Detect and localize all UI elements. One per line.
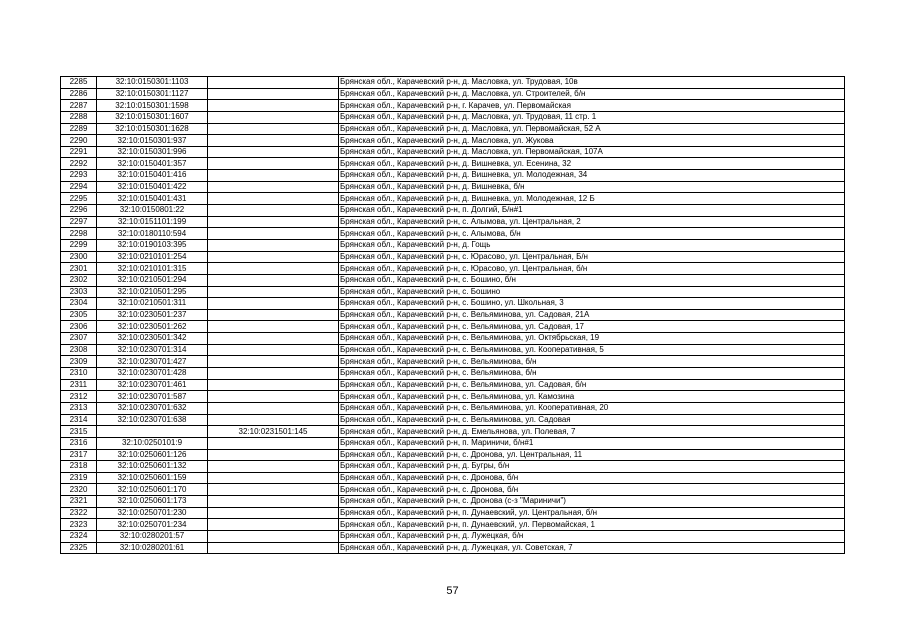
table-row xyxy=(61,251,845,263)
row-number-cell: 2286 xyxy=(61,88,97,100)
cadastral-number-cell: 32:10:0230701:638 xyxy=(97,414,208,426)
table-row xyxy=(61,507,845,519)
cadastral-number-alt-cell xyxy=(208,309,339,321)
address-cell: Брянская обл., Карачевский р-н, д. Вишневка, ул. Молодежная, 34 xyxy=(339,170,845,182)
table-row xyxy=(61,286,845,298)
table-row xyxy=(61,414,845,426)
table-row xyxy=(61,333,845,345)
row-number-cell: 2323 xyxy=(61,519,97,531)
table-row xyxy=(61,356,845,368)
row-number-cell: 2295 xyxy=(61,193,97,205)
cadastral-number-alt-cell xyxy=(208,356,339,368)
cadastral-number-alt-cell xyxy=(208,402,339,414)
cadastral-number-cell xyxy=(97,426,208,438)
row-number-cell: 2309 xyxy=(61,356,97,368)
address-cell: Брянская обл., Карачевский р-н, с. Вельяминова, ул. Кооперативная, 5 xyxy=(339,344,845,356)
address-cell: Брянская обл., Карачевский р-н, д. Бугры, б/н xyxy=(339,461,845,473)
address-cell: Брянская обл., Карачевский р-н, п. Дунаевский, ул. Центральная, б/н xyxy=(339,507,845,519)
cadastral-number-cell: 32:10:0150301:996 xyxy=(97,146,208,158)
cadastral-number-cell: 32:10:0250601:159 xyxy=(97,472,208,484)
cadastral-number-alt-cell xyxy=(208,368,339,380)
cadastral-number-cell: 32:10:0150301:1598 xyxy=(97,100,208,112)
address-cell: Брянская обл., Карачевский р-н, п. Дунаевский, ул. Первомайская, 1 xyxy=(339,519,845,531)
address-cell: Брянская обл., Карачевский р-н, с. Вельяминова, ул. Октябрьская, 19 xyxy=(339,333,845,345)
row-number-cell: 2304 xyxy=(61,298,97,310)
table-row xyxy=(61,519,845,531)
address-cell: Брянская обл., Карачевский р-н, с. Дронова (с-з "Мариничи") xyxy=(339,496,845,508)
table-row xyxy=(61,484,845,496)
cadastral-number-alt-cell xyxy=(208,484,339,496)
cadastral-number-alt-cell xyxy=(208,333,339,345)
row-number-cell: 2317 xyxy=(61,449,97,461)
row-number-cell: 2321 xyxy=(61,496,97,508)
table-row xyxy=(61,368,845,380)
cadastral-number-cell: 32:10:0230701:587 xyxy=(97,391,208,403)
address-cell: Брянская обл., Карачевский р-н, г. Карачев, ул. Первомайская xyxy=(339,100,845,112)
row-number-cell: 2294 xyxy=(61,181,97,193)
cadastral-number-cell: 32:10:0150301:1628 xyxy=(97,123,208,135)
address-cell: Брянская обл., Карачевский р-н, с. Юрасово, ул. Центральная, б/н xyxy=(339,263,845,275)
cadastral-number-alt-cell xyxy=(208,542,339,554)
row-number-cell: 2318 xyxy=(61,461,97,473)
table-row xyxy=(61,216,845,228)
cadastral-number-cell: 32:10:0210501:311 xyxy=(97,298,208,310)
table-row xyxy=(61,205,845,217)
row-number-cell: 2293 xyxy=(61,170,97,182)
cadastral-number-alt-cell xyxy=(208,414,339,426)
cadastral-number-alt-cell xyxy=(208,239,339,251)
table-row xyxy=(61,391,845,403)
cadastral-number-cell: 32:10:0250701:230 xyxy=(97,507,208,519)
cadastral-number-cell: 32:10:0230701:632 xyxy=(97,402,208,414)
cadastral-number-alt-cell xyxy=(208,205,339,217)
table-row xyxy=(61,88,845,100)
cadastral-number-alt-cell xyxy=(208,100,339,112)
row-number-cell: 2325 xyxy=(61,542,97,554)
cadastral-number-cell: 32:10:0250601:126 xyxy=(97,449,208,461)
cadastral-number-alt-cell xyxy=(208,181,339,193)
row-number-cell: 2320 xyxy=(61,484,97,496)
row-number-cell: 2303 xyxy=(61,286,97,298)
cadastral-number-alt-cell xyxy=(208,216,339,228)
row-number-cell: 2322 xyxy=(61,507,97,519)
row-number-cell: 2297 xyxy=(61,216,97,228)
row-number-cell: 2292 xyxy=(61,158,97,170)
cadastral-number-alt-cell xyxy=(208,496,339,508)
table-row xyxy=(61,402,845,414)
cadastral-number-alt-cell xyxy=(208,472,339,484)
table-row xyxy=(61,298,845,310)
address-cell: Брянская обл., Карачевский р-н, п. Мариничи, б/н#1 xyxy=(339,437,845,449)
address-cell: Брянская обл., Карачевский р-н, д. Масловка, ул. Первомайская, 52 А xyxy=(339,123,845,135)
address-cell: Брянская обл., Карачевский р-н, с. Бошино, ул. Школьная, 3 xyxy=(339,298,845,310)
cadastral-number-alt-cell xyxy=(208,379,339,391)
row-number-cell: 2306 xyxy=(61,321,97,333)
cadastral-number-alt-cell xyxy=(208,437,339,449)
cadastral-number-alt-cell xyxy=(208,344,339,356)
address-cell: Брянская обл., Карачевский р-н, с. Алымова, ул. Центральная, 2 xyxy=(339,216,845,228)
table-row xyxy=(61,135,845,147)
cadastral-number-cell: 32:10:0150401:422 xyxy=(97,181,208,193)
cadastral-number-alt-cell xyxy=(208,519,339,531)
table-row xyxy=(61,158,845,170)
address-cell: Брянская обл., Карачевский р-н, с. Вельяминова, ул. Кооперативная, 20 xyxy=(339,402,845,414)
address-cell: Брянская обл., Карачевский р-н, д. Лужецкая, б/н xyxy=(339,530,845,542)
row-number-cell: 2307 xyxy=(61,333,97,345)
table-row xyxy=(61,542,845,554)
cadastral-number-cell: 32:10:0230701:314 xyxy=(97,344,208,356)
table-row xyxy=(61,426,845,438)
address-cell: Брянская обл., Карачевский р-н, д. Гощь xyxy=(339,239,845,251)
address-cell: Брянская обл., Карачевский р-н, с. Вельяминова, ул. Садовая, 21А xyxy=(339,309,845,321)
row-number-cell: 2310 xyxy=(61,368,97,380)
table-row xyxy=(61,344,845,356)
cadastral-number-alt-cell xyxy=(208,449,339,461)
cadastral-number-cell: 32:10:0230701:461 xyxy=(97,379,208,391)
table-row xyxy=(61,181,845,193)
table-row xyxy=(61,437,845,449)
cadastral-number-cell: 32:10:0280201:61 xyxy=(97,542,208,554)
row-number-cell: 2308 xyxy=(61,344,97,356)
table-row xyxy=(61,170,845,182)
cadastral-number-alt-cell xyxy=(208,193,339,205)
cadastral-number-cell: 32:10:0230501:342 xyxy=(97,333,208,345)
cadastral-number-cell: 32:10:0250601:170 xyxy=(97,484,208,496)
row-number-cell: 2287 xyxy=(61,100,97,112)
address-cell: Брянская обл., Карачевский р-н, с. Вельяминова, ул. Садовая xyxy=(339,414,845,426)
registry-table-body xyxy=(61,77,845,554)
registry-table xyxy=(60,76,845,554)
address-cell: Брянская обл., Карачевский р-н, с. Вельяминова, б/н xyxy=(339,368,845,380)
cadastral-number-cell: 32:10:0150301:937 xyxy=(97,135,208,147)
cadastral-number-cell: 32:10:0210101:315 xyxy=(97,263,208,275)
address-cell: Брянская обл., Карачевский р-н, с. Бошино, б/н xyxy=(339,274,845,286)
cadastral-number-cell: 32:10:0250701:234 xyxy=(97,519,208,531)
cadastral-number-cell: 32:10:0250601:173 xyxy=(97,496,208,508)
address-cell: Брянская обл., Карачевский р-н, д. Вишневка, ул. Молодежная, 12 Б xyxy=(339,193,845,205)
table-row xyxy=(61,461,845,473)
address-cell: Брянская обл., Карачевский р-н, д. Лужецкая, ул. Советская, 7 xyxy=(339,542,845,554)
table-row xyxy=(61,263,845,275)
address-cell: Брянская обл., Карачевский р-н, п. Долгий, Б/н#1 xyxy=(339,205,845,217)
row-number-cell: 2302 xyxy=(61,274,97,286)
cadastral-number-cell: 32:10:0280201:57 xyxy=(97,530,208,542)
row-number-cell: 2319 xyxy=(61,472,97,484)
row-number-cell: 2313 xyxy=(61,402,97,414)
cadastral-number-alt-cell xyxy=(208,146,339,158)
cadastral-number-alt-cell xyxy=(208,298,339,310)
table-row xyxy=(61,274,845,286)
cadastral-number-cell: 32:10:0150801:22 xyxy=(97,205,208,217)
cadastral-number-cell: 32:10:0250101:9 xyxy=(97,437,208,449)
row-number-cell: 2312 xyxy=(61,391,97,403)
address-cell: Брянская обл., Карачевский р-н, с. Дронова, б/н xyxy=(339,472,845,484)
table-row xyxy=(61,228,845,240)
row-number-cell: 2298 xyxy=(61,228,97,240)
row-number-cell: 2296 xyxy=(61,205,97,217)
cadastral-number-cell: 32:10:0230701:427 xyxy=(97,356,208,368)
address-cell: Брянская обл., Карачевский р-н, с. Вельяминова, ул. Садовая, 17 xyxy=(339,321,845,333)
cadastral-number-alt-cell xyxy=(208,507,339,519)
address-cell: Брянская обл., Карачевский р-н, д. Масловка, ул. Трудовая, 10в xyxy=(339,77,845,89)
address-cell: Брянская обл., Карачевский р-н, с. Дронова, б/н xyxy=(339,484,845,496)
table-row xyxy=(61,111,845,123)
cadastral-number-alt-cell xyxy=(208,228,339,240)
table-row xyxy=(61,309,845,321)
cadastral-number-cell: 32:10:0210101:254 xyxy=(97,251,208,263)
cadastral-number-cell: 32:10:0210501:294 xyxy=(97,274,208,286)
table-row xyxy=(61,379,845,391)
table-row xyxy=(61,530,845,542)
table-row xyxy=(61,239,845,251)
row-number-cell: 2324 xyxy=(61,530,97,542)
cadastral-number-cell: 32:10:0150301:1127 xyxy=(97,88,208,100)
cadastral-number-alt-cell xyxy=(208,274,339,286)
cadastral-number-cell: 32:10:0150401:431 xyxy=(97,193,208,205)
cadastral-number-alt-cell xyxy=(208,530,339,542)
address-cell: Брянская обл., Карачевский р-н, с. Вельяминова, ул. Садовая, б/н xyxy=(339,379,845,391)
cadastral-number-alt-cell xyxy=(208,77,339,89)
cadastral-number-cell: 32:10:0150301:1607 xyxy=(97,111,208,123)
cadastral-number-alt-cell xyxy=(208,461,339,473)
row-number-cell: 2301 xyxy=(61,263,97,275)
cadastral-number-cell: 32:10:0230701:428 xyxy=(97,368,208,380)
row-number-cell: 2311 xyxy=(61,379,97,391)
cadastral-number-alt-cell xyxy=(208,158,339,170)
row-number-cell: 2299 xyxy=(61,239,97,251)
cadastral-number-alt-cell xyxy=(208,135,339,147)
cadastral-number-cell: 32:10:0150301:1103 xyxy=(97,77,208,89)
address-cell: Брянская обл., Карачевский р-н, с. Вельяминова, б/н xyxy=(339,356,845,368)
address-cell: Брянская обл., Карачевский р-н, д. Масловка, ул. Первомайская, 107А xyxy=(339,146,845,158)
cadastral-number-cell: 32:10:0150401:416 xyxy=(97,170,208,182)
cadastral-number-cell: 32:10:0250601:132 xyxy=(97,461,208,473)
address-cell: Брянская обл., Карачевский р-н, д. Масловка, ул. Жукова xyxy=(339,135,845,147)
address-cell: Брянская обл., Карачевский р-н, с. Бошино xyxy=(339,286,845,298)
cadastral-number-cell: 32:10:0180110:594 xyxy=(97,228,208,240)
row-number-cell: 2305 xyxy=(61,309,97,321)
table-row xyxy=(61,77,845,89)
address-cell: Брянская обл., Карачевский р-н, д. Емельянова, ул. Полевая, 7 xyxy=(339,426,845,438)
address-cell: Брянская обл., Карачевский р-н, с. Алымова, б/н xyxy=(339,228,845,240)
cadastral-number-cell: 32:10:0190103:395 xyxy=(97,239,208,251)
page-number: 57 xyxy=(446,585,459,597)
row-number-cell: 2316 xyxy=(61,437,97,449)
address-cell: Брянская обл., Карачевский р-н, с. Дронова, ул. Центральная, 11 xyxy=(339,449,845,461)
table-row xyxy=(61,146,845,158)
cadastral-number-cell: 32:10:0230501:237 xyxy=(97,309,208,321)
cadastral-number-alt-cell: 32:10:0231501:145 xyxy=(208,426,339,438)
address-cell: Брянская обл., Карачевский р-н, д. Масловка, ул. Строителей, б/н xyxy=(339,88,845,100)
row-number-cell: 2300 xyxy=(61,251,97,263)
cadastral-number-alt-cell xyxy=(208,321,339,333)
row-number-cell: 2291 xyxy=(61,146,97,158)
table-row xyxy=(61,496,845,508)
table-row xyxy=(61,100,845,112)
row-number-cell: 2314 xyxy=(61,414,97,426)
table-row xyxy=(61,449,845,461)
row-number-cell: 2289 xyxy=(61,123,97,135)
cadastral-number-alt-cell xyxy=(208,111,339,123)
cadastral-number-alt-cell xyxy=(208,263,339,275)
address-cell: Брянская обл., Карачевский р-н, д. Вишневка, б/н xyxy=(339,181,845,193)
row-number-cell: 2315 xyxy=(61,426,97,438)
cadastral-number-cell: 32:10:0230501:262 xyxy=(97,321,208,333)
row-number-cell: 2290 xyxy=(61,135,97,147)
cadastral-number-alt-cell xyxy=(208,391,339,403)
address-cell: Брянская обл., Карачевский р-н, д. Вишневка, ул. Есенина, 32 xyxy=(339,158,845,170)
table-row xyxy=(61,123,845,135)
row-number-cell: 2288 xyxy=(61,111,97,123)
table-row xyxy=(61,321,845,333)
cadastral-number-alt-cell xyxy=(208,251,339,263)
address-cell: Брянская обл., Карачевский р-н, с. Вельяминова, ул. Камозина xyxy=(339,391,845,403)
cadastral-number-alt-cell xyxy=(208,286,339,298)
cadastral-number-cell: 32:10:0210501:295 xyxy=(97,286,208,298)
address-cell: Брянская обл., Карачевский р-н, д. Масловка, ул. Трудовая, 11 стр. 1 xyxy=(339,111,845,123)
cadastral-number-cell: 32:10:0151101:199 xyxy=(97,216,208,228)
cadastral-number-alt-cell xyxy=(208,170,339,182)
table-row xyxy=(61,193,845,205)
cadastral-number-alt-cell xyxy=(208,88,339,100)
table-row xyxy=(61,472,845,484)
cadastral-number-cell: 32:10:0150401:357 xyxy=(97,158,208,170)
cadastral-number-alt-cell xyxy=(208,123,339,135)
row-number-cell: 2285 xyxy=(61,77,97,89)
address-cell: Брянская обл., Карачевский р-н, с. Юрасово, ул. Центральная, Б/н xyxy=(339,251,845,263)
